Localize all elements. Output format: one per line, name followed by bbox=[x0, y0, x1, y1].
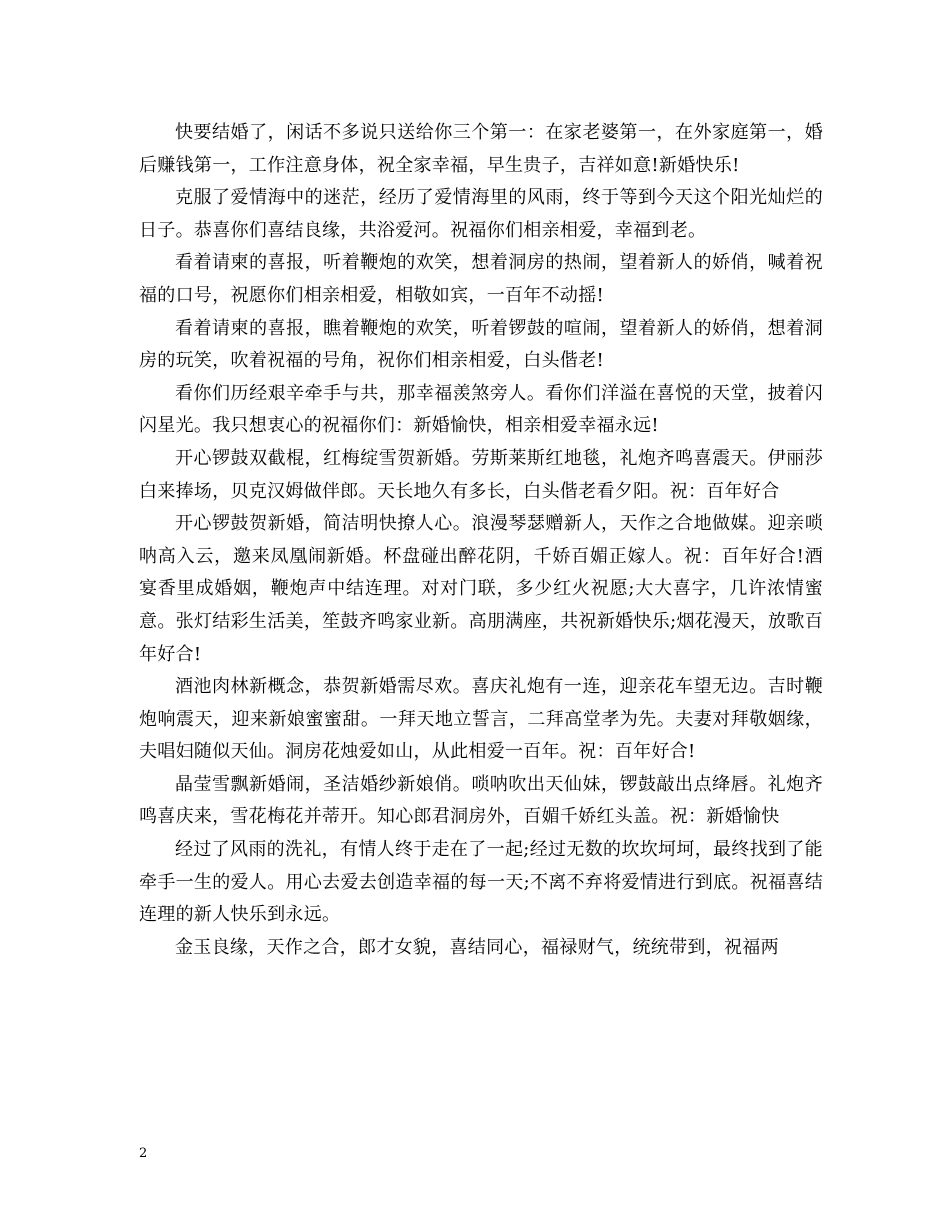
paragraph: 看着请柬的喜报，瞧着鞭炮的欢笑，听着锣鼓的喧闹，望着新人的娇俏，想着洞房的玩笑，吹着祝福的号角，祝你们相亲相爱，白头偕老! bbox=[139, 317, 823, 372]
document-body bbox=[139, 117, 823, 964]
paragraph: 开心锣鼓贺新婚，简洁明快撩人心。浪漫琴瑟赠新人，天作之合地做媒。迎亲唢呐高入云，邀来凤凰闹新婚。杯盘碰出醉花阴，千娇百媚正嫁人。祝：百年好合!酒宴香里成婚姻，鞭炮声中结连理。对对门联，多少红火祝愿;大大喜字，几许浓情蜜意。张灯结彩生活美，笙鼓齐鸣家业新。高朋满座，共祝新婚快乐;烟花漫天，放歌百年好合! bbox=[139, 513, 823, 665]
paragraph: 金玉良缘，天作之合，郎才女貌，喜结同心，福禄财气，统统带到，祝福两 bbox=[175, 936, 779, 958]
paragraph: 快要结婚了，闲话不多说只送给你三个第一：在家老婆第一，在外家庭第一，婚后赚钱第一，工作注意身体，祝全家幸福，早生贵子，吉祥如意!新婚快乐! bbox=[139, 122, 823, 176]
paragraph: 晶莹雪飘新婚闹，圣洁婚纱新娘俏。唢呐吹出天仙妹，锣鼓敲出点绛唇。礼炮齐鸣喜庆来，雪花梅花并蒂开。知心郎君洞房外，百媚千娇红头盖。祝：新婚愉快 bbox=[139, 773, 823, 828]
paragraph: 看你们历经艰辛牵手与共，那幸福羡煞旁人。看你们洋溢在喜悦的天堂，披着闪闪星光。我只想衷心的祝福你们：新婚愉快，相亲相爱幸福永远! bbox=[139, 382, 823, 437]
paragraph: 克服了爱情海中的迷茫，经历了爱情海里的风雨，终于等到今天这个阳光灿烂的日子。恭喜你们喜结良缘，共浴爱河。祝福你们相亲相爱，幸福到老。 bbox=[139, 187, 823, 241]
paragraph: 经过了风雨的洗礼，有情人终于走在了一起;经过无数的坎坎坷坷，最终找到了能牵手一生的爱人。用心去爱去创造幸福的每一天;不离不弃将爱情进行到底。祝福喜结连理的新人快乐到永远。 bbox=[139, 839, 823, 926]
paragraph: 酒池肉林新概念，恭贺新婚需尽欢。喜庆礼炮有一连，迎亲花车望无边。吉时鞭炮响震天，迎来新娘蜜蜜甜。一拜天地立誓言，二拜高堂孝为先。夫妻对拜敬姻缘，夫唱妇随似天仙。洞房花烛爱如山，从此相爱一百年。祝：百年好合! bbox=[139, 676, 823, 763]
paragraph: 看着请柬的喜报，听着鞭炮的欢笑，想着洞房的热闹，望着新人的娇俏，喊着祝福的口号，祝愿你们相亲相爱，相敬如宾，一百年不动摇! bbox=[139, 252, 823, 306]
page-number: 2 bbox=[139, 1146, 148, 1161]
paragraph: 开心锣鼓双截棍，红梅绽雪贺新婚。劳斯莱斯红地毯，礼炮齐鸣喜震天。伊丽莎白来捧场，贝克汉姆做伴郎。天长地久有多长，白头偕老看夕阳。祝：百年好合 bbox=[139, 447, 823, 502]
